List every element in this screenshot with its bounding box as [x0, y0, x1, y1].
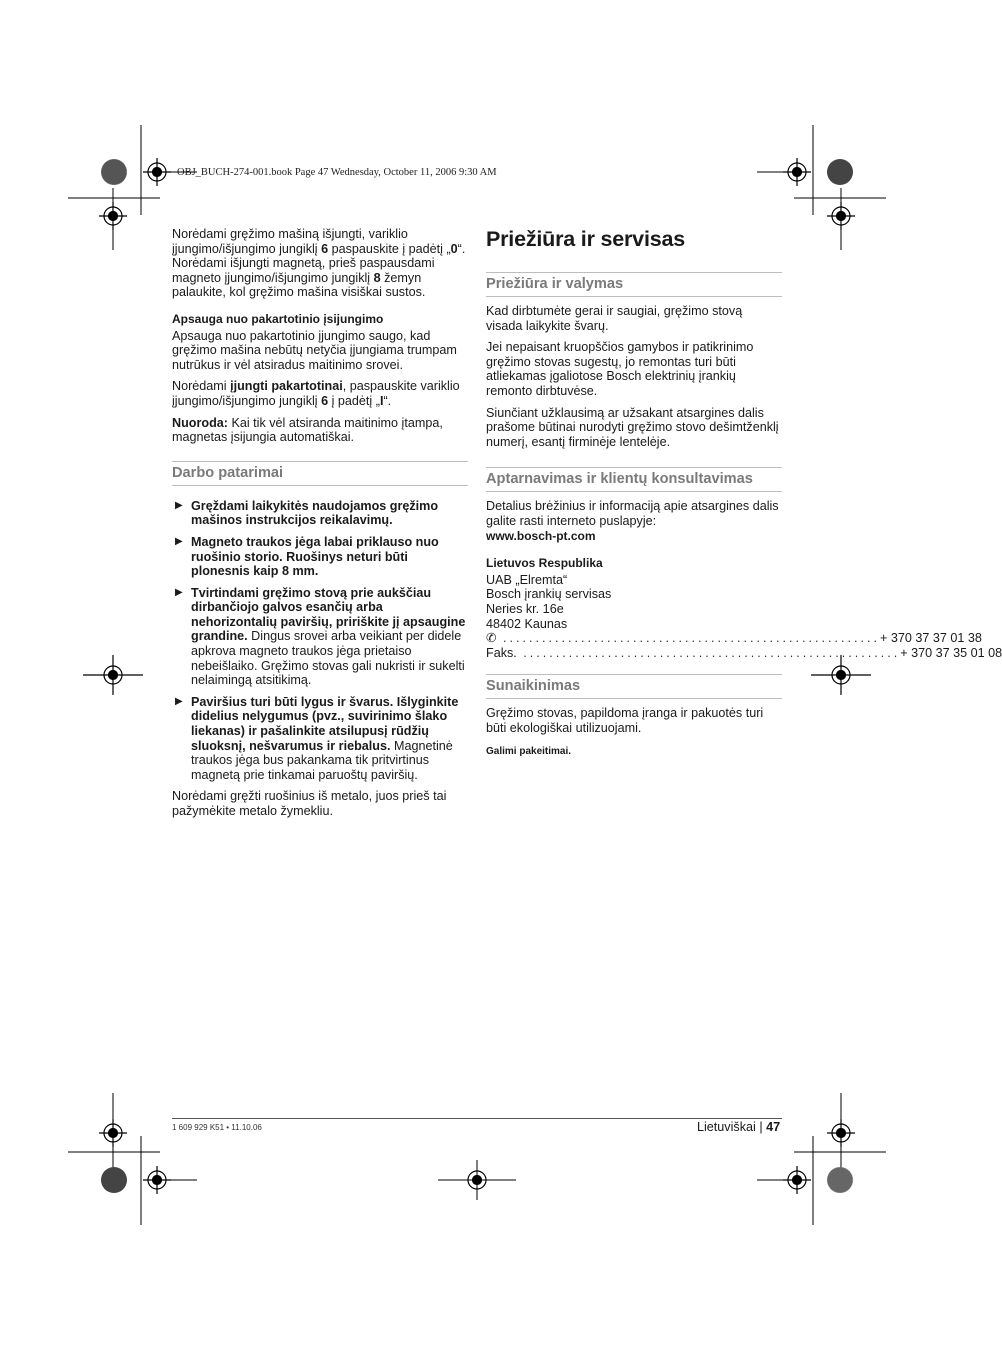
text: žemyn palaukite, kol gręžimo mašina visiškai sustos. — [172, 270, 426, 300]
changes-note: Galimi pakeitimai. — [486, 746, 572, 758]
right-column — [486, 226, 1002, 760]
metal-marking-paragraph: Norėdami gręžti ruošinius iš metalo, juos prieš tai pažymėkite metalo žymekliu. — [172, 789, 447, 818]
footer-separator: | — [759, 1120, 763, 1134]
care-heading: Priežiūra ir valymas — [486, 272, 782, 297]
switch-number: 8 — [373, 270, 381, 285]
switch-number: 6 — [321, 241, 329, 256]
switch-off-paragraph — [172, 227, 468, 300]
care-paragraph-2: Jei nepaisant kruopščios gamybos ir patikrinimo gręžimo stovas sugestų, jo remontas turi būti atliekamas įgaliotose Bosch elektrinių įrankių remonto dirbtuvėse. — [486, 340, 754, 398]
phone-number: + 370 37 37 01 38 — [880, 631, 982, 646]
work-tips-heading: Darbo patarimai — [172, 461, 468, 486]
text: į padėtį „ — [328, 393, 380, 408]
list-item — [172, 695, 468, 783]
bullet-arrow-icon: ▶ — [175, 695, 183, 707]
dot-leader: .......................................................... — [516, 645, 901, 660]
position-label: I — [379, 393, 384, 408]
disposal-paragraph: Gręžimo stovas, papildoma įranga ir pakuotės turi būti ekologiškai utilizuojami. — [486, 706, 764, 735]
file-header: OBJ_BUCH-274-001.book Page 47 Wednesday, October 11, 2006 9:30 AM — [177, 167, 497, 178]
bullet-bold-text: Paviršius turi būti lygus ir švarus. Išlyginkite didelius nelygumus (pvz., suvirinimo šlako liekanas) ir pašalinkite atsilupusį rūdžių sluoksnį, nešvarumus ir riebalus. — [191, 694, 459, 753]
phone-row — [486, 631, 982, 646]
address-line: UAB „Elremta“ — [486, 572, 568, 587]
care-paragraph-3: Siunčiant užklausimą ar užsakant atsargines dalis prašome būtinai nurodyti gręžimo stovo dešimtženklį numerį, esantį firminėje lentelėje. — [486, 405, 779, 449]
bullet-bold-text: Tvirtindami gręžimo stovą prie aukščiau dirbančiojo galvos esančių arba nehorizontalių paviršių, pririškite jį apsaugine grandine. — [191, 585, 466, 644]
text: Norėdami — [172, 379, 231, 394]
text: paspauskite į padėtį „ — [328, 241, 451, 256]
country-heading: Lietuvos Respublika — [486, 556, 603, 571]
dot-leader: .......................................................... — [496, 631, 881, 646]
note-paragraph — [172, 416, 468, 445]
disposal-heading: Sunaikinimas — [486, 674, 782, 699]
phone-icon: ✆ — [486, 631, 497, 646]
restart-on-paragraph — [172, 379, 468, 408]
bullet-arrow-icon: ▶ — [175, 586, 183, 598]
footer-code: 1 609 929 K51 • 11.10.06 — [172, 1123, 262, 1132]
service-url-link[interactable]: www.bosch-pt.com — [486, 528, 596, 543]
service-heading: Aptarnavimas ir klientų konsultavimas — [486, 467, 782, 492]
restart-paragraph: Apsauga nuo pakartotinio įjungimo saugo, kad gręžimo mašina nebūtų netyčia įjungiama trumpam nutrūkus ir vėl atsiradus maitinimo srovei. — [172, 328, 457, 372]
footer-page-label — [697, 1120, 780, 1134]
text: “. — [457, 241, 466, 256]
bullet-text: Gręždami laikykitės naudojamos gręžimo mašinos instrukcijos reikalavimų. — [191, 498, 439, 528]
bullet-text: Magnetinė traukos jėga bus pakankama tik pritvirtinus magnetą prie tinkamai paruoštų paviršių. — [191, 738, 453, 782]
restart-protection-heading: Apsauga nuo pakartotinio įsijungimo — [172, 311, 384, 326]
page-number: 47 — [766, 1120, 781, 1134]
text: , paspauskite variklio įjungimo/išjungimo jungiklį — [172, 379, 460, 408]
care-paragraph-1: Kad dirbtumėte gerai ir saugiai, gręžimo stovą visada laikykite švarų. — [486, 304, 743, 333]
fax-number: + 370 37 35 01 08 — [900, 645, 1002, 660]
text: “. — [383, 393, 392, 408]
note-label: Nuoroda: — [172, 415, 228, 430]
fax-row — [486, 645, 1002, 661]
list-item — [172, 499, 468, 528]
bullet-text: Magneto traukos jėga labai priklauso nuo ruošinio storio. Ruošinys neturi būti plonesnis kaip 8 mm. — [191, 534, 439, 579]
text: Norėdami gręžimo mašiną išjungti, variklio įjungimo/išjungimo jungiklį — [172, 227, 408, 256]
text: Norėdami išjungti magnetą, prieš paspausdami magneto įjungimo/išjungimo jungiklį — [172, 256, 435, 285]
fax-label: Faks. — [486, 645, 517, 660]
bullet-arrow-icon: ▶ — [175, 535, 183, 547]
bullet-text: Dingus srovei arba veikiant per didele apkrova magneto traukos jėga prietaiso nebeišlaiko. Gręžimo stovas gali nukristi ir sukelti nelaimingą atsitikimą. — [191, 629, 465, 688]
address-line: 48402 Kaunas — [486, 616, 568, 631]
list-item — [172, 586, 468, 688]
switch-number: 6 — [321, 393, 329, 408]
service-paragraph: Detalius brėžinius ir informaciją apie atsargines dalis galite rasti interneto puslapyje: — [486, 499, 779, 528]
bullet-arrow-icon: ▶ — [175, 499, 183, 511]
list-item — [172, 535, 468, 579]
address-line: Bosch įrankių servisas — [486, 587, 612, 602]
page-title: Priežiūra ir servisas — [486, 227, 685, 251]
footer-rule — [172, 1118, 782, 1119]
bold-text: įjungti pakartotinai — [230, 379, 343, 394]
position-label: 0 — [450, 241, 458, 256]
address-line: Neries kr. 16e — [486, 601, 564, 616]
text: Kai tik vėl atsiranda maitinimo įtampa, magnetas įsijungia automatiškai. — [172, 415, 443, 445]
left-column — [172, 227, 468, 826]
footer-language: Lietuviškai — [697, 1120, 756, 1134]
